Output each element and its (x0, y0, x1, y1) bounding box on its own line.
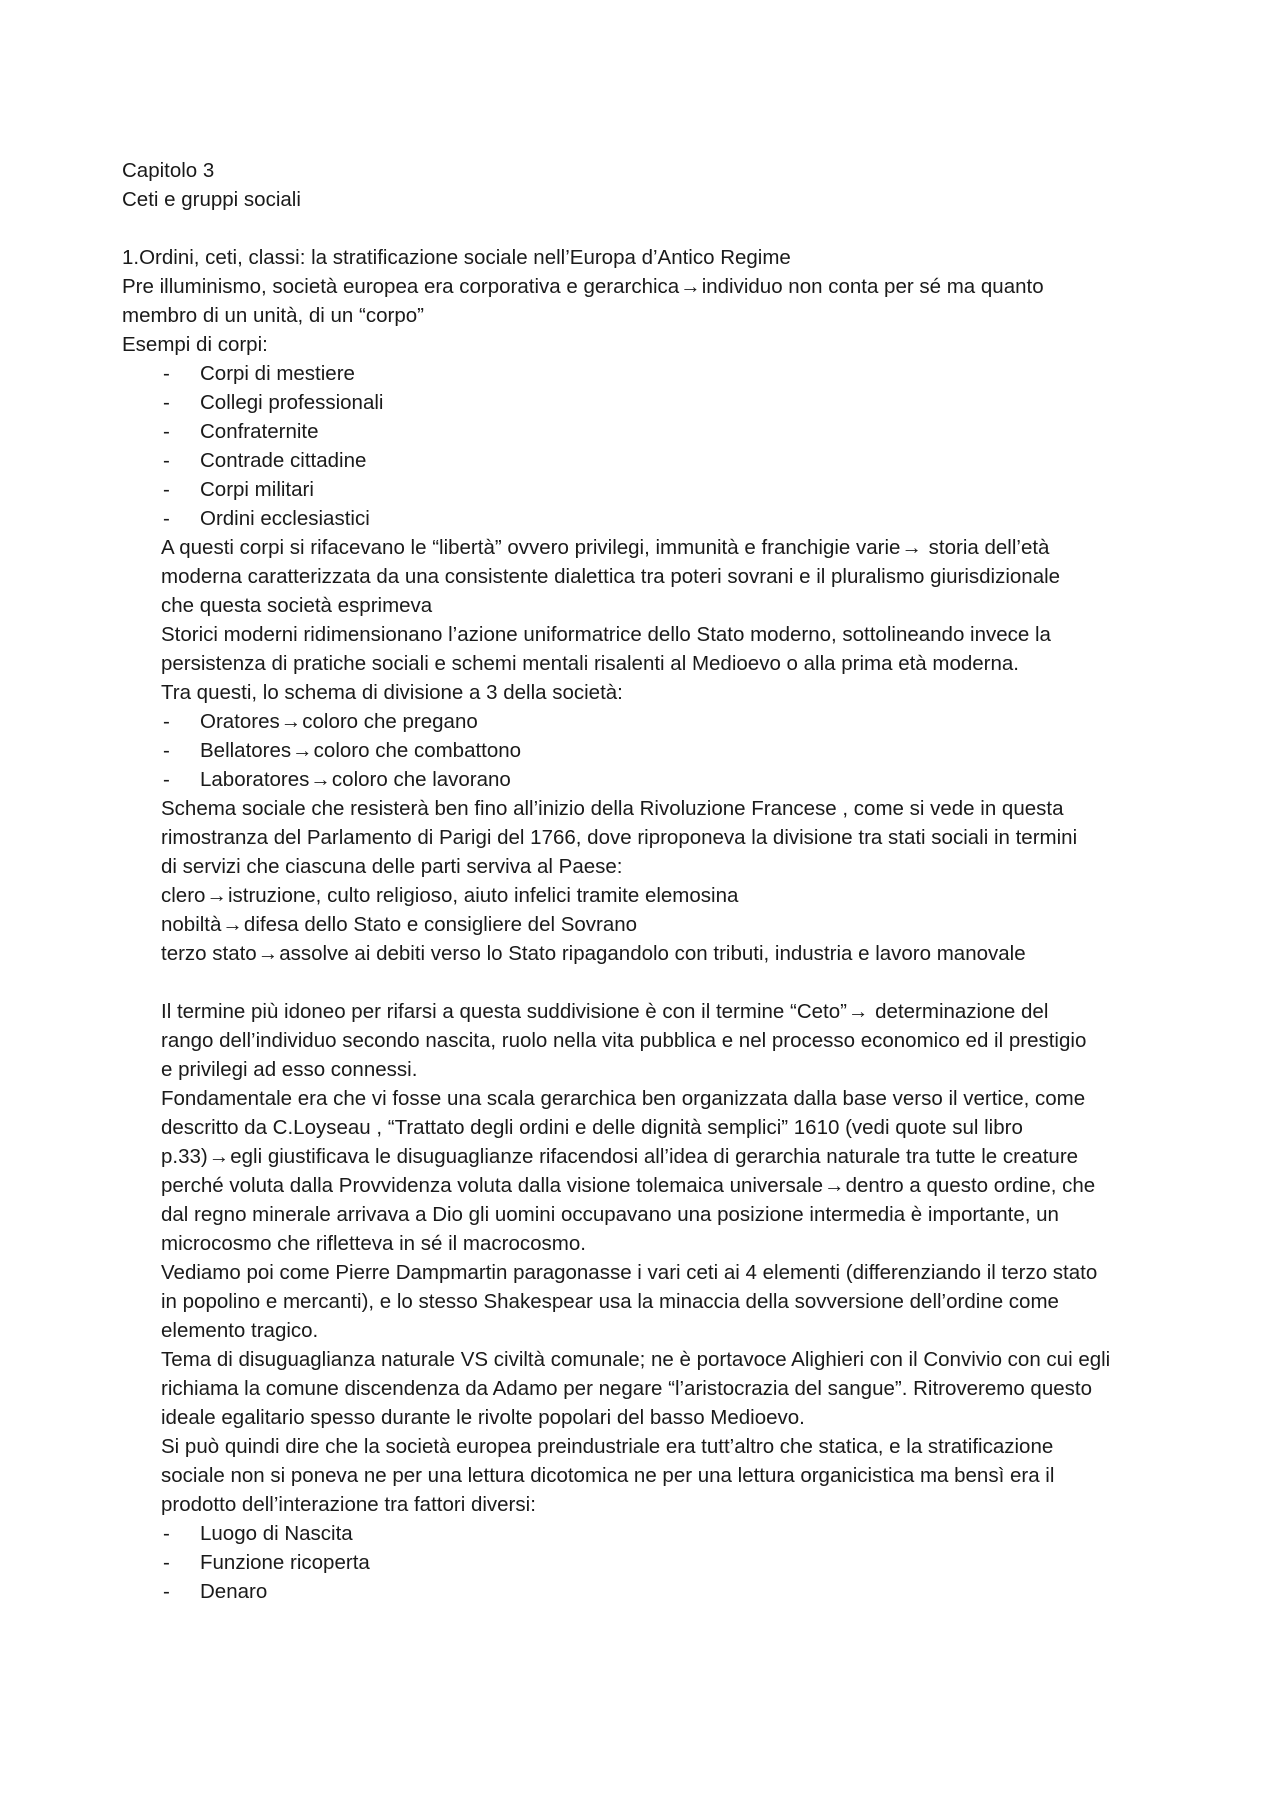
paragraph-line: richiama la comune discendenza da Adamo per negare “l’aristocrazia del sangue”. Ritroveremo questo (161, 1377, 1092, 1400)
schema-desc: coloro che pregano (302, 710, 478, 733)
schema-term: Oratores (200, 710, 280, 733)
dash-bullet: - (163, 739, 170, 762)
chapter-title: Ceti e gruppi sociali (122, 188, 301, 211)
service-line (122, 939, 1172, 968)
service-term: nobiltà (161, 913, 222, 936)
blank-line (122, 214, 1172, 243)
dash-bullet: - (163, 420, 170, 443)
dash-bullet: - (163, 362, 170, 385)
list-item (122, 359, 1172, 388)
arrow-icon: → (310, 768, 331, 791)
dash-bullet: - (163, 710, 170, 733)
service-desc: assolve ai debiti verso lo Stato ripagandolo con tributi, industria e lavoro manovale (279, 942, 1026, 965)
dash-bullet: - (163, 1580, 170, 1603)
service-term: terzo stato (161, 942, 257, 965)
text-span: determinazione del (869, 1000, 1049, 1023)
text-span: p.33) (161, 1145, 208, 1168)
dash-bullet: - (163, 768, 170, 791)
arrow-icon: → (847, 1000, 869, 1023)
paragraph-line: moderna caratterizzata da una consistente dialettica tra poteri sovrani e il pluralismo giurisdizionale (161, 565, 1061, 588)
schema-desc: coloro che combattono (313, 739, 522, 762)
list-item (122, 707, 1172, 736)
list-item (122, 1519, 1172, 1548)
arrow-icon: → (222, 913, 243, 936)
paragraph-line: di servizi che ciascuna delle parti serviva al Paese: (161, 855, 623, 878)
paragraph-line: sociale non si poneva ne per una lettura dicotomica ne per una lettura organicistica ma bensì era il (161, 1464, 1055, 1487)
text-span: storia dell’età (922, 536, 1050, 559)
paragraph-line (122, 1171, 1172, 1200)
text-span: egli giustificava le disuguaglianze rifacendosi all’idea di gerarchia naturale tra tutte le creature (230, 1145, 1079, 1168)
paragraph-line (122, 272, 1172, 301)
list-item-text: Funzione ricoperta (200, 1551, 370, 1574)
paragraph-line: Si può quindi dire che la società europea preindustriale era tutt’altro che statica, e la stratificazione (161, 1435, 1054, 1458)
paragraph-line: rango dell’individuo secondo nascita, ruolo nella vita pubblica e nel processo economico ed il prestigio (161, 1029, 1087, 1052)
text-span: Il termine più idoneo per rifarsi a questa suddivisione è con il termine “Ceto” (161, 1000, 847, 1023)
service-line (122, 910, 1172, 939)
paragraph-line: microcosmo che rifletteva in sé il macrocosmo. (161, 1232, 586, 1255)
dash-bullet: - (163, 391, 170, 414)
dash-bullet: - (163, 1551, 170, 1574)
dash-bullet: - (163, 1522, 170, 1545)
text-span: perché voluta dalla Provvidenza voluta dalla visione tolemaica universale (161, 1174, 824, 1197)
chapter-number: Capitolo 3 (122, 159, 215, 182)
paragraph-line: e privilegi ad esso connessi. (161, 1058, 418, 1081)
schema-term: Laboratores (200, 768, 310, 791)
service-term: clero (161, 884, 206, 907)
paragraph-line: prodotto dell’interazione tra fattori diversi: (161, 1493, 536, 1516)
arrow-icon: → (280, 710, 302, 733)
paragraph-line: Vediamo poi come Pierre Dampmartin paragonasse i vari ceti ai 4 elementi (differenziando il terzo stato (161, 1261, 1098, 1284)
arrow-icon: → (292, 739, 313, 762)
dash-bullet: - (163, 507, 170, 530)
list-item (122, 446, 1172, 475)
list-item-text: Corpi di mestiere (200, 362, 355, 385)
list-item-text: Luogo di Nascita (200, 1522, 353, 1545)
paragraph-line: descritto da C.Loyseau , “Trattato degli ordini e delle dignità semplici” 1610 (vedi quote sul libro (161, 1116, 1023, 1139)
dash-bullet: - (163, 478, 170, 501)
arrow-icon: → (206, 884, 227, 907)
service-desc: istruzione, culto religioso, aiuto infelici tramite elemosina (227, 884, 739, 907)
paragraph-line: Tra questi, lo schema di divisione a 3 della società: (161, 681, 623, 704)
list-item-text: Contrade cittadine (200, 449, 367, 472)
paragraph-line: che questa società esprimeva (161, 594, 433, 617)
paragraph-line (122, 997, 1172, 1026)
paragraph-line: membro di un unità, di un “corpo” (122, 304, 424, 327)
list-item (122, 388, 1172, 417)
arrow-icon: → (208, 1145, 230, 1168)
arrow-icon: → (901, 536, 922, 559)
schema-term: Bellatores (200, 739, 292, 762)
list-item (122, 1548, 1172, 1577)
list-item (122, 504, 1172, 533)
text-span: individuo non conta per sé ma quanto (701, 275, 1044, 298)
paragraph-line: dal regno minerale arrivava a Dio gli uomini occupavano una posizione intermedia è importante, un (161, 1203, 1059, 1226)
paragraph-line: Storici moderni ridimensionano l’azione uniformatrice dello Stato moderno, sottolineando invece la (161, 623, 1051, 646)
dash-bullet: - (163, 449, 170, 472)
section-heading: 1.Ordini, ceti, classi: la stratificazione sociale nell’Europa d’Antico Regime (122, 246, 791, 269)
arrow-icon: → (680, 275, 701, 298)
paragraph-line: Tema di disuguaglianza naturale VS civiltà comunale; ne è portavoce Alighieri con il Convivio con cui egli (161, 1348, 1111, 1371)
schema-desc: coloro che lavorano (331, 768, 511, 791)
paragraph-line (122, 533, 1172, 562)
text-span: Pre illuminismo, società europea era corporativa e gerarchica (122, 275, 680, 298)
blank-line (122, 968, 1172, 997)
examples-label: Esempi di corpi: (122, 333, 268, 356)
document-body (122, 156, 1172, 1606)
paragraph-line: ideale egalitario spesso durante le rivolte popolari del basso Medioevo. (161, 1406, 805, 1429)
paragraph-line: Schema sociale che resisterà ben fino all’inizio della Rivoluzione Francese , come si vede in questa (161, 797, 1064, 820)
paragraph-line: in popolino e mercanti), e lo stesso Shakespear usa la minaccia della sovversione dell’ordine come (161, 1290, 1059, 1313)
list-item-text: Ordini ecclesiastici (200, 507, 370, 530)
paragraph-line: Fondamentale era che vi fosse una scala gerarchica ben organizzata dalla base verso il vertice, come (161, 1087, 1086, 1110)
list-item-text: Corpi militari (200, 478, 314, 501)
paragraph-line: persistenza di pratiche sociali e schemi mentali risalenti al Medioevo o alla prima età moderna. (161, 652, 1019, 675)
list-item-text: Confraternite (200, 420, 319, 443)
service-line (122, 881, 1172, 910)
paragraph-line: elemento tragico. (161, 1319, 319, 1342)
list-item-text: Denaro (200, 1580, 268, 1603)
paragraph-line (122, 1142, 1172, 1171)
list-item-text: Collegi professionali (200, 391, 384, 414)
list-item (122, 475, 1172, 504)
text-span: dentro a questo ordine, che (845, 1174, 1096, 1197)
paragraph-line: rimostranza del Parlamento di Parigi del 1766, dove riproponeva la divisione tra stati sociali in termini (161, 826, 1078, 849)
arrow-icon: → (257, 942, 279, 965)
list-item (122, 736, 1172, 765)
list-item (122, 417, 1172, 446)
arrow-icon: → (824, 1174, 845, 1197)
list-item (122, 1577, 1172, 1606)
text-span: A questi corpi si rifacevano le “libertà” ovvero privilegi, immunità e franchigie varie (161, 536, 901, 559)
list-item (122, 765, 1172, 794)
service-desc: difesa dello Stato e consigliere del Sovrano (243, 913, 638, 936)
